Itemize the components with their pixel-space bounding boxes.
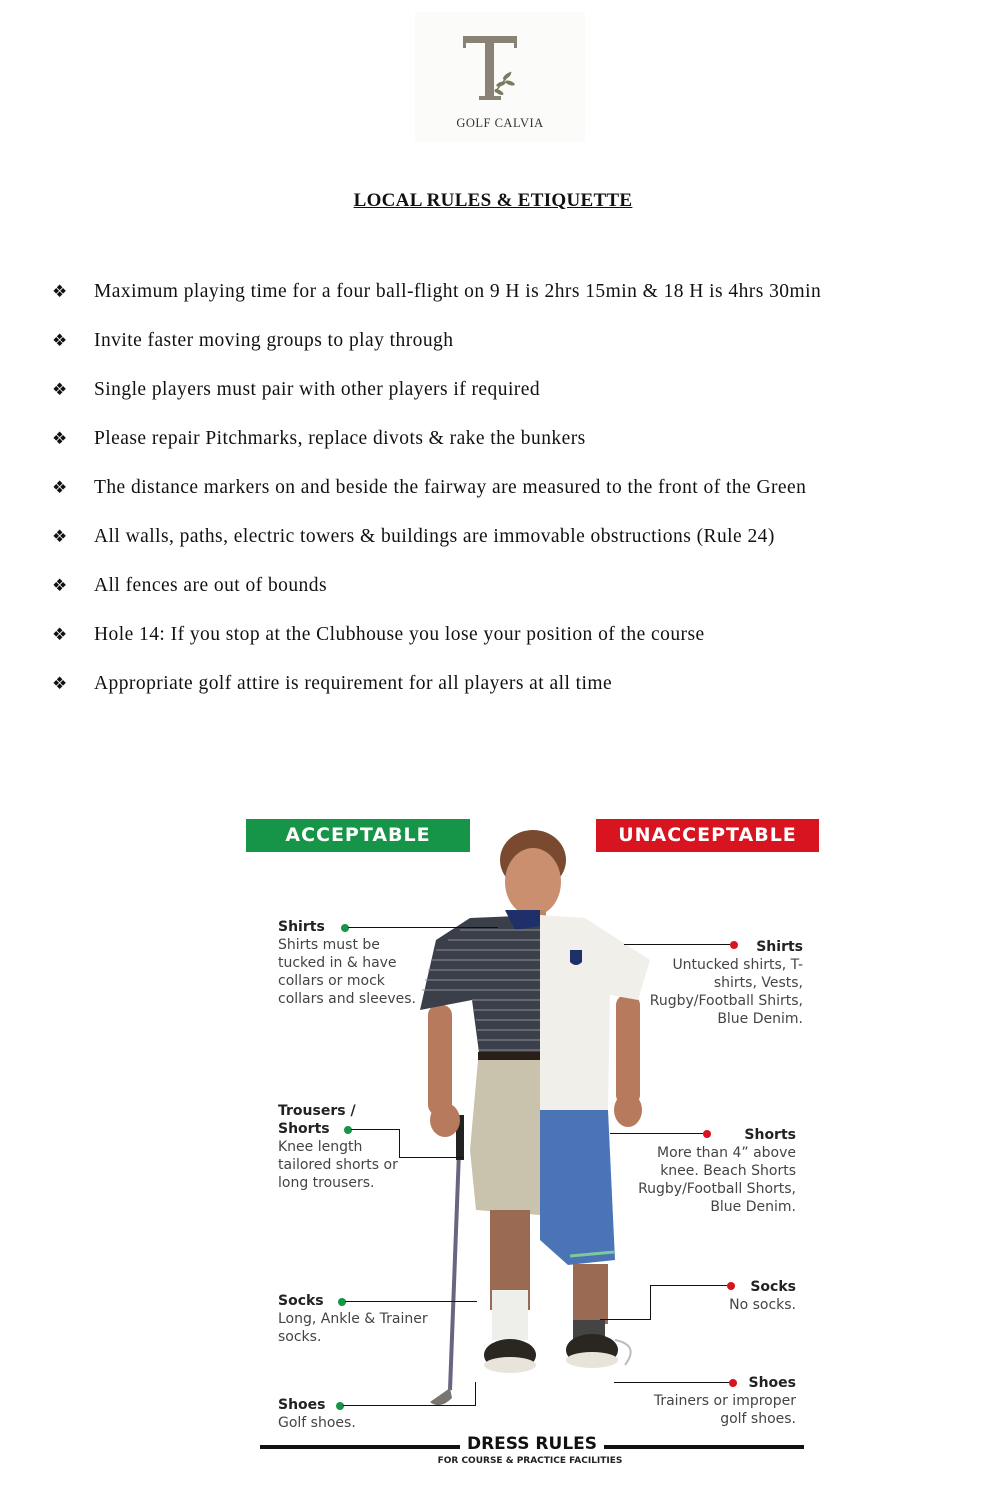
unacceptable-shirts-label — [640, 938, 803, 1028]
unacceptable-shorts-label — [620, 1126, 796, 1216]
callout-dot — [729, 1379, 737, 1387]
label-text: No socks. — [729, 1297, 796, 1313]
label-heading: Shorts — [744, 1127, 796, 1143]
rule-text: Single players must pair with other players if required — [94, 379, 541, 400]
diamond-bullet-icon: ❖ — [52, 478, 68, 497]
diamond-bullet-icon: ❖ — [52, 282, 68, 301]
label-text: More than 4” above knee. Beach Shorts Rugby/Football Shorts, Blue Denim. — [638, 1145, 796, 1215]
rule-item — [52, 376, 952, 404]
page-title: LOCAL RULES & ETIQUETTE — [353, 190, 633, 211]
callout-line — [610, 1133, 703, 1134]
callout-dot — [730, 941, 738, 949]
unacceptable-badge: UNACCEPTABLE — [596, 819, 819, 852]
rule-text: Please repair Pitchmarks, replace divots & rake the bunkers — [94, 428, 586, 449]
acceptable-shirts-label — [278, 918, 428, 1008]
unacceptable-socks-label — [680, 1278, 796, 1314]
callout-line — [600, 1285, 651, 1320]
label-text: Trainers or improper golf shoes. — [653, 1393, 796, 1427]
rule-text: Invite faster moving groups to play through — [94, 330, 454, 351]
logo-name: GOLF CALVIA — [456, 116, 544, 130]
dress-rules-figure — [240, 810, 830, 1475]
callout-dot — [703, 1130, 711, 1138]
label-heading: Shirts — [278, 919, 325, 935]
callout-line — [345, 1301, 477, 1302]
callout-dot — [727, 1282, 735, 1290]
callout-line — [348, 927, 498, 928]
footer-rule-right — [604, 1445, 804, 1449]
label-text: Long, Ankle & Trainer socks. — [278, 1311, 428, 1345]
rule-item — [52, 425, 952, 453]
olive-branch-t-logo-icon — [455, 32, 545, 112]
callout-line — [351, 1129, 400, 1158]
label-text: Untucked shirts, T-shirts, Vests, Rugby/Football Shirts, Blue Denim. — [649, 957, 803, 1027]
dress-rules-title: DRESS RULES — [466, 1434, 598, 1454]
callout-line — [614, 1382, 729, 1383]
diamond-bullet-icon: ❖ — [52, 527, 68, 546]
rule-text: Hole 14: If you stop at the Clubhouse you lose your position of the course — [94, 624, 705, 645]
rule-text: Appropriate golf attire is requirement for all players at all time — [94, 673, 613, 694]
callout-dot — [338, 1298, 346, 1306]
label-heading: Socks — [278, 1293, 324, 1309]
label-text: Golf shoes. — [278, 1415, 356, 1431]
rule-text: Maximum playing time for a four ball-flight on 9 H is 2hrs 15min & 18 H is 4hrs 30min — [94, 281, 822, 302]
rule-text: All walls, paths, electric towers & buildings are immovable obstructions (Rule 24) — [94, 526, 775, 547]
diamond-bullet-icon: ❖ — [52, 380, 68, 399]
label-heading: Trousers / Shorts — [278, 1103, 356, 1137]
diamond-bullet-icon: ❖ — [52, 576, 68, 595]
rule-text: The distance markers on and beside the fairway are measured to the front of the Green — [94, 477, 807, 498]
label-text: Shirts must be tucked in & have collars or mock collars and sleeves. — [278, 937, 416, 1007]
rule-item — [52, 670, 952, 698]
rule-item — [52, 523, 952, 551]
label-heading: Shoes — [278, 1397, 326, 1413]
callout-line — [343, 1382, 476, 1406]
rule-item — [52, 327, 952, 355]
rule-text: All fences are out of bounds — [94, 575, 327, 596]
rule-item — [52, 474, 952, 502]
rules-list — [52, 278, 952, 719]
golf-calvia-logo — [415, 12, 585, 142]
acceptable-badge: ACCEPTABLE — [246, 819, 470, 852]
golfer-illustration — [410, 820, 670, 1420]
callout-dot — [341, 924, 349, 932]
label-heading: Shoes — [748, 1375, 796, 1391]
diamond-bullet-icon: ❖ — [52, 625, 68, 644]
label-heading: Shirts — [756, 939, 803, 955]
diamond-bullet-icon: ❖ — [52, 429, 68, 448]
callout-line — [624, 944, 730, 945]
diamond-bullet-icon: ❖ — [52, 331, 68, 350]
diamond-bullet-icon: ❖ — [52, 674, 68, 693]
footer-rule-left — [260, 1445, 460, 1449]
label-heading: Socks — [750, 1279, 796, 1295]
callout-line — [650, 1285, 727, 1286]
rule-item — [52, 572, 952, 600]
label-text: Knee length tailored shorts or long trousers. — [278, 1139, 398, 1191]
rule-item — [52, 278, 952, 306]
dress-rules-subtitle: FOR COURSE & PRACTICE FACILITIES — [437, 1456, 623, 1466]
rule-item — [52, 621, 952, 649]
callout-line — [399, 1157, 463, 1158]
